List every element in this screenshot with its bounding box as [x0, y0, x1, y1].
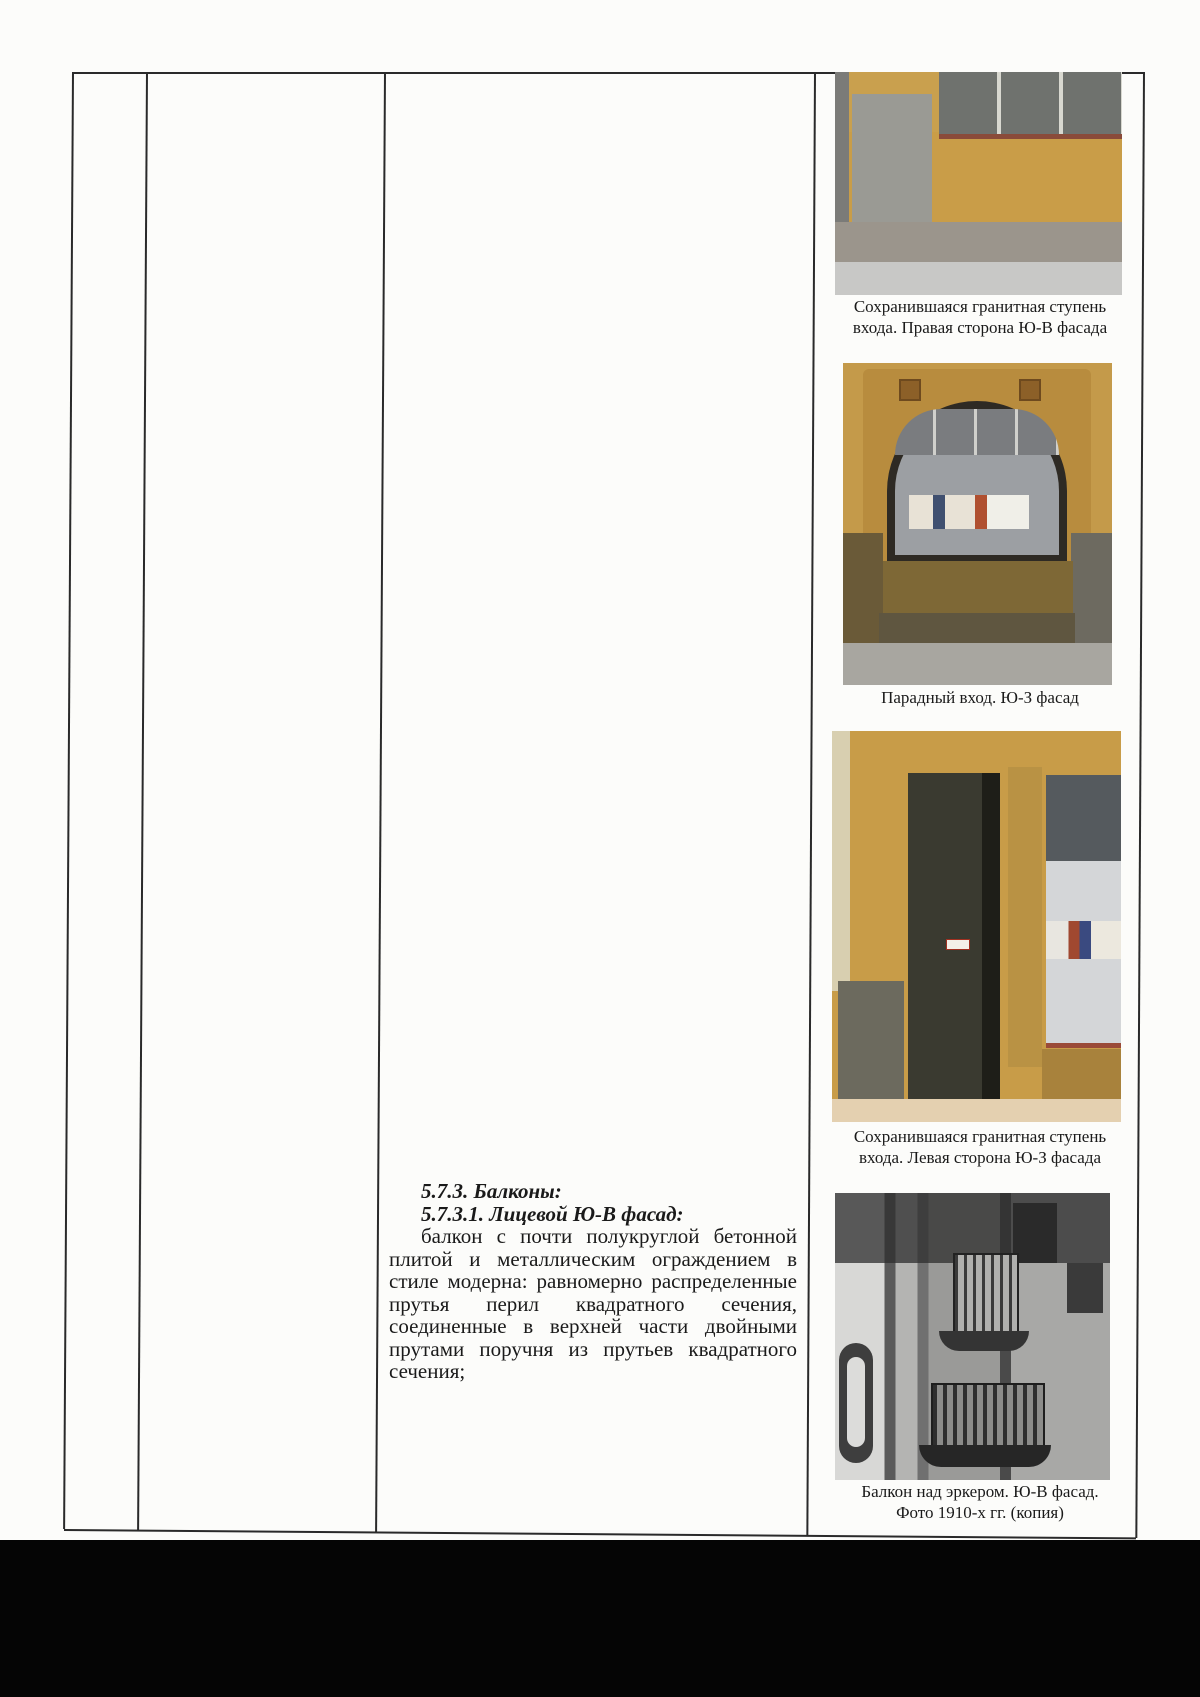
photo-caption	[815, 1481, 1145, 1523]
photo-historic-balcony	[835, 1193, 1110, 1480]
photo-main-entrance	[843, 363, 1112, 685]
caption-line: Парадный вход. Ю-З фасад	[881, 688, 1079, 707]
photo-granite-step-right	[835, 72, 1122, 295]
section-heading-balconies: 5.7.3. Балконы:	[421, 1179, 562, 1203]
column-divider-2	[375, 72, 385, 1532]
caption-line: Сохранившаяся гранитная ступень	[853, 1127, 1107, 1146]
caption-line: Сохранившаяся гранитная ступень	[853, 297, 1107, 316]
caption-line: Балкон над эркером. Ю-В фасад.	[861, 1482, 1099, 1501]
caption-line: Фото 1910-х гг. (копия)	[896, 1503, 1064, 1522]
column-divider-1	[137, 72, 147, 1530]
photo-caption	[815, 687, 1145, 708]
scanner-black-margin	[0, 1540, 1200, 1697]
caption-line: входа. Правая сторона Ю-В фасада	[852, 318, 1108, 337]
balcony-description-text: балкон с почти полукруглой бетонной плитой и металлическим ограждением в стиле модерна: равномерно распределенные прутья перил квадратного сечения, соединенные в верхней части двойными прутами поручня из прутьев квадратного сечения;	[389, 1224, 797, 1383]
photo-granite-step-left	[832, 731, 1121, 1122]
table-right-border	[1135, 72, 1144, 1538]
column-divider-3	[806, 72, 815, 1536]
subsection-heading-facade: 5.7.3.1. Лицевой Ю-В фасад:	[421, 1201, 684, 1226]
photo-caption	[815, 296, 1145, 338]
balcony-description-block	[389, 1180, 797, 1383]
table-bottom-border	[64, 1529, 1136, 1539]
table-left-border	[63, 72, 73, 1529]
caption-line: входа. Левая сторона Ю-З фасада	[858, 1148, 1102, 1167]
photo-caption	[815, 1126, 1145, 1168]
